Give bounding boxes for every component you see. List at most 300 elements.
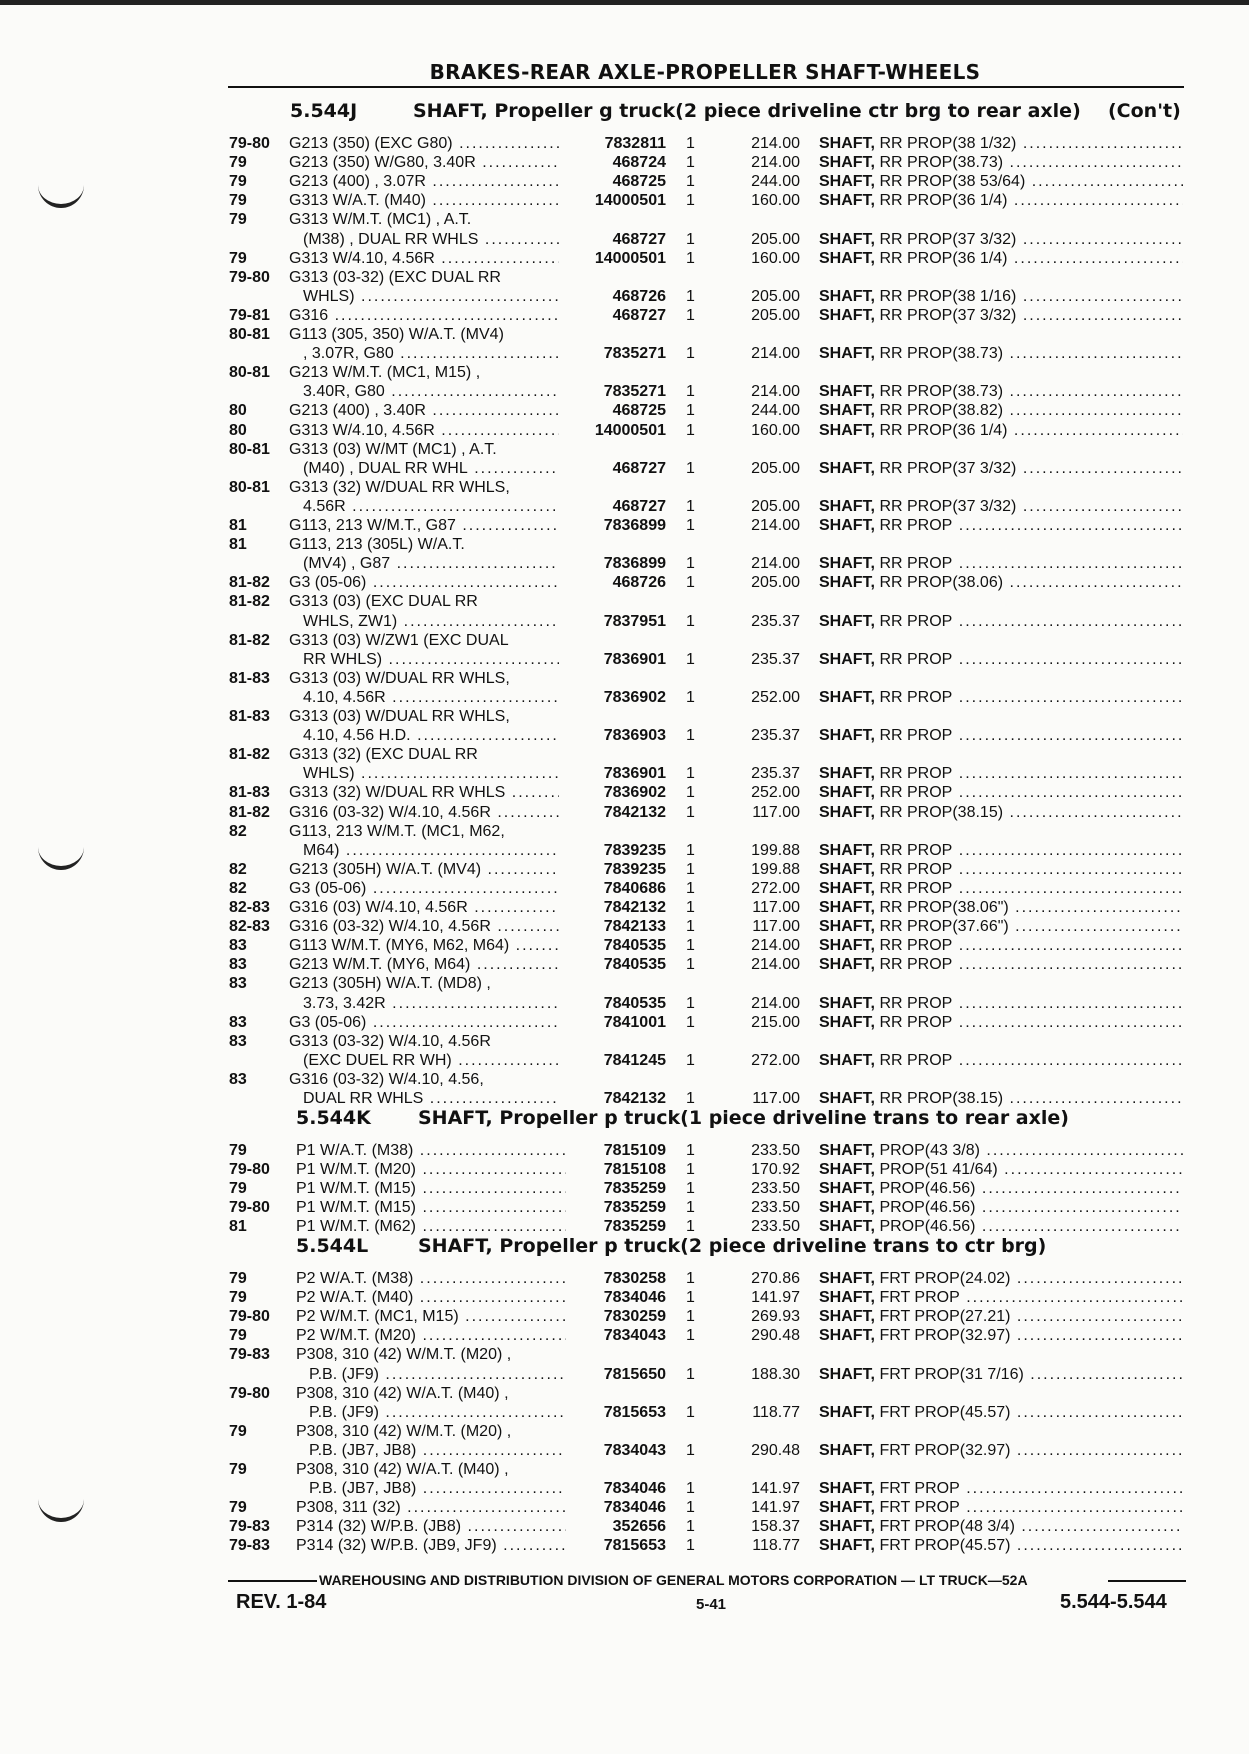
part-name-prefix: SHAFT,	[819, 421, 875, 439]
page-number: 5-41	[696, 1596, 727, 1613]
part-name-prefix: SHAFT,	[819, 1090, 875, 1107]
part-number: 7836902	[603, 784, 666, 802]
quantity: 1	[686, 1090, 695, 1107]
price: 214.00	[751, 517, 800, 534]
part-name-prefix: SHAFT,	[819, 937, 875, 955]
part-name: SHAFT, RR PROP(36 1/4) .....	[819, 249, 1183, 268]
quantity: 1	[686, 688, 695, 706]
application-description: G3 (05-06) .....	[289, 879, 559, 898]
part-name-prefix: SHAFT,	[819, 1499, 875, 1517]
quantity: 1	[686, 1013, 695, 1031]
application-description: P.B. (JB7, JB8) .....	[309, 1441, 565, 1460]
part-name-prefix: SHAFT,	[819, 688, 875, 706]
price: 141.97	[751, 1289, 800, 1307]
part-number: 7815109	[603, 1142, 666, 1159]
quantity: 1	[686, 383, 695, 401]
price: 214.00	[751, 154, 800, 172]
part-name: SHAFT, FRT PROP(45.57) .....	[819, 1403, 1183, 1422]
application-description: WHLS) .....	[303, 287, 559, 306]
model-year: 79-80	[229, 1199, 270, 1217]
quantity: 1	[686, 1518, 695, 1536]
application-description: P308, 310 (42) W/M.T. (M20) ,	[296, 1422, 512, 1440]
table-row	[0, 974, 1249, 993]
application-description: 4.10, 4.56 H.D. .....	[303, 726, 559, 745]
header-rule	[228, 86, 1184, 88]
part-name-prefix: SHAFT,	[819, 1270, 875, 1287]
model-year: 79-83	[229, 1518, 270, 1536]
price: 233.50	[751, 1142, 800, 1159]
application-description: , 3.07R, G80 .....	[303, 344, 559, 363]
part-name-prefix: SHAFT,	[819, 517, 875, 534]
model-year: 79	[229, 211, 247, 229]
application-description: P2 W/M.T. (MC1, M15) .....	[296, 1307, 566, 1326]
model-year: 79	[229, 173, 247, 191]
part-name: SHAFT, FRT PROP(45.57) .....	[819, 1536, 1183, 1555]
table-row	[0, 497, 1249, 516]
application-description: G316 (03) W/4.10, 4.56R .....	[289, 898, 559, 917]
application-description: WHLS) .....	[303, 764, 559, 783]
part-number: 468726	[612, 574, 666, 592]
table-row	[0, 1013, 1249, 1032]
part-name-prefix: SHAFT,	[819, 230, 875, 248]
part-name-prefix: SHAFT,	[819, 784, 875, 802]
price: 117.00	[752, 918, 800, 936]
application-description: G313 W/4.10, 4.56R .....	[289, 249, 559, 268]
part-name-prefix: SHAFT,	[819, 765, 875, 783]
table-row	[0, 344, 1249, 363]
table-row	[0, 1179, 1249, 1198]
model-year: 82	[229, 822, 247, 840]
model-year: 82	[229, 879, 247, 897]
part-number: 7834046	[603, 1289, 666, 1307]
price: 252.00	[751, 784, 800, 802]
part-name-prefix: SHAFT,	[819, 135, 875, 152]
section-title: SHAFT, Propeller p truck(2 piece driveline trans to ctr brg)	[418, 1235, 1047, 1257]
part-name: SHAFT, RR PROP(38.73) .....	[819, 344, 1183, 363]
application-description: G113, 213 W/M.T. (MC1, M62,	[289, 822, 505, 840]
application-description: P308, 310 (42) W/A.T. (M40) ,	[296, 1384, 509, 1402]
part-name: SHAFT, PROP(46.56) .....	[819, 1217, 1183, 1236]
part-name-prefix: SHAFT,	[819, 899, 875, 916]
application-description: G313 (03-32) (EXC DUAL RR	[289, 268, 501, 286]
section-code: 5.544L	[296, 1235, 369, 1257]
table-row	[0, 1032, 1249, 1051]
model-year: 81-82	[229, 574, 270, 592]
price: 117.00	[752, 899, 800, 916]
quantity: 1	[686, 574, 695, 592]
part-name-prefix: SHAFT,	[819, 1441, 875, 1459]
table-row	[0, 153, 1249, 172]
part-name-prefix: SHAFT,	[819, 345, 875, 363]
model-year: 82-83	[229, 918, 270, 936]
model-year: 79	[229, 1180, 247, 1198]
part-number: 7815650	[603, 1365, 666, 1383]
application-description: (EXC DUEL RR WH) .....	[303, 1051, 559, 1070]
application-description: 4.56R .....	[303, 497, 559, 516]
part-number: 7835259	[603, 1180, 666, 1198]
section-code: 5.544J	[290, 100, 358, 122]
part-name-prefix: SHAFT,	[819, 306, 875, 324]
model-year: 80-81	[229, 478, 270, 496]
part-number: 468724	[612, 154, 666, 172]
part-name-prefix: SHAFT,	[819, 173, 875, 191]
price: 272.00	[751, 1051, 800, 1069]
application-description: P2 W/M.T. (M20) .....	[296, 1326, 566, 1345]
table-row	[0, 688, 1249, 707]
price: 215.00	[751, 1013, 800, 1031]
table-row	[0, 1288, 1249, 1307]
part-number: 7835271	[603, 383, 666, 401]
part-name: SHAFT, RR PROP(38.82) .....	[819, 401, 1183, 420]
price: 233.50	[751, 1199, 800, 1217]
application-description: M64) .....	[303, 841, 559, 860]
part-name: SHAFT, FRT PROP .....	[819, 1498, 1183, 1517]
model-year: 79-80	[229, 1308, 270, 1326]
application-description: P2 W/A.T. (M40) .....	[296, 1288, 566, 1307]
part-number: 7840535	[603, 937, 666, 955]
model-year: 81-82	[229, 803, 270, 821]
application-description: G313 (03) W/MT (MC1) , A.T.	[289, 440, 497, 458]
application-description: P308, 310 (42) W/M.T. (M20) ,	[296, 1346, 512, 1364]
quantity: 1	[686, 860, 695, 878]
section-code: 5.544K	[296, 1107, 371, 1129]
part-number: 7815653	[603, 1403, 666, 1421]
quantity: 1	[686, 1441, 695, 1459]
quantity: 1	[686, 1051, 695, 1069]
part-name: SHAFT, RR PROP(38 53/64) .....	[819, 172, 1183, 191]
table-row	[0, 669, 1249, 688]
quantity: 1	[686, 497, 695, 515]
table-row	[0, 1089, 1249, 1108]
table-row	[0, 268, 1249, 287]
part-number: 7835271	[603, 345, 666, 363]
part-name-prefix: SHAFT,	[819, 918, 875, 936]
quantity: 1	[686, 249, 695, 267]
model-year: 79-83	[229, 1537, 270, 1555]
application-description: 3.40R, G80 .....	[303, 382, 559, 401]
application-description: G313 (32) W/DUAL RR WHLS .....	[289, 783, 559, 802]
quantity: 1	[686, 784, 695, 802]
table-row	[0, 363, 1249, 382]
model-year: 79	[229, 1422, 247, 1440]
price: 199.88	[751, 860, 800, 878]
table-row	[0, 726, 1249, 745]
model-year: 79-80	[229, 1384, 270, 1402]
part-number: 7842132	[603, 1090, 666, 1107]
application-description: G213 W/M.T. (MC1, M15) ,	[289, 364, 481, 382]
price: 158.37	[751, 1518, 800, 1536]
part-name: SHAFT, RR PROP(38.06") .....	[819, 898, 1183, 917]
application-description: WHLS, ZW1) .....	[303, 612, 559, 631]
price: 235.37	[751, 727, 800, 745]
part-name: SHAFT, RR PROP(38.06) .....	[819, 573, 1183, 592]
model-year: 81-83	[229, 669, 270, 687]
part-number: 7842132	[603, 803, 666, 821]
price: 252.00	[751, 688, 800, 706]
part-name: SHAFT, FRT PROP(24.02) .....	[819, 1269, 1183, 1288]
quantity: 1	[686, 1403, 695, 1421]
quantity: 1	[686, 1308, 695, 1326]
part-name-prefix: SHAFT,	[819, 192, 875, 210]
application-description: G213 W/M.T. (MY6, M64) .....	[289, 955, 559, 974]
part-number: 7830258	[603, 1270, 666, 1287]
part-name: SHAFT, RR PROP .....	[819, 554, 1183, 573]
table-row	[0, 1217, 1249, 1236]
table-row	[0, 1326, 1249, 1345]
quantity: 1	[686, 1180, 695, 1198]
price: 235.37	[751, 765, 800, 783]
table-row	[0, 1269, 1249, 1288]
table-row	[0, 1198, 1249, 1217]
part-name-prefix: SHAFT,	[819, 497, 875, 515]
top-edge-bar	[0, 0, 1249, 5]
quantity: 1	[686, 1161, 695, 1179]
part-number: 14000501	[594, 192, 666, 210]
price: 214.00	[751, 383, 800, 401]
model-year: 79	[229, 1327, 247, 1345]
table-row	[0, 994, 1249, 1013]
quantity: 1	[686, 1327, 695, 1345]
part-number: 468725	[612, 402, 666, 420]
part-name: SHAFT, RR PROP .....	[819, 783, 1183, 802]
quantity: 1	[686, 135, 695, 152]
part-number: 468726	[612, 287, 666, 305]
part-name: SHAFT, FRT PROP .....	[819, 1288, 1183, 1307]
table-row	[0, 1498, 1249, 1517]
quantity: 1	[686, 459, 695, 477]
price: 214.00	[751, 956, 800, 974]
part-name: SHAFT, RR PROP(37 3/32) .....	[819, 230, 1183, 249]
model-year: 79-80	[229, 1161, 270, 1179]
application-description: G313 (03-32) W/4.10, 4.56R	[289, 1032, 491, 1050]
model-year: 83	[229, 1032, 247, 1050]
part-number: 7835259	[603, 1218, 666, 1236]
part-name: SHAFT, RR PROP .....	[819, 650, 1183, 669]
quantity: 1	[686, 1289, 695, 1307]
quantity: 1	[686, 154, 695, 172]
table-row	[0, 440, 1249, 459]
table-row	[0, 249, 1249, 268]
table-row	[0, 860, 1249, 879]
table-row	[0, 631, 1249, 650]
quantity: 1	[686, 879, 695, 897]
application-description: G313 (03) W/DUAL RR WHLS,	[289, 708, 510, 725]
part-number: 7815108	[603, 1161, 666, 1179]
table-row	[0, 1365, 1249, 1384]
part-name-prefix: SHAFT,	[819, 574, 875, 592]
table-row	[0, 1051, 1249, 1070]
part-name-prefix: SHAFT,	[819, 994, 875, 1012]
price: 188.30	[751, 1365, 800, 1383]
table-row	[0, 1345, 1249, 1364]
price: 141.97	[751, 1499, 800, 1517]
price: 290.48	[751, 1327, 800, 1345]
application-description: G213 (400) , 3.07R .....	[289, 172, 559, 191]
price: 205.00	[751, 230, 800, 248]
part-name: SHAFT, RR PROP(38 1/16) .....	[819, 287, 1183, 306]
model-year: 81-83	[229, 784, 270, 802]
table-row	[0, 401, 1249, 420]
section-title: SHAFT, Propeller g truck(2 piece driveline ctr brg to rear axle)	[413, 100, 1081, 122]
model-year: 79-80	[229, 135, 270, 152]
model-year: 83	[229, 1070, 247, 1088]
part-number: 7836901	[603, 650, 666, 668]
table-row	[0, 1384, 1249, 1403]
application-description: G313 W/A.T. (M40) .....	[289, 191, 559, 210]
part-name-prefix: SHAFT,	[819, 1480, 875, 1498]
part-name-prefix: SHAFT,	[819, 459, 875, 477]
table-row	[0, 554, 1249, 573]
part-name: SHAFT, PROP(51 41/64) .....	[819, 1160, 1183, 1179]
part-number: 352656	[612, 1518, 666, 1536]
part-number: 7830259	[603, 1308, 666, 1326]
price: 214.00	[751, 135, 800, 152]
application-description: G113 (305, 350) W/A.T. (MV4)	[289, 326, 504, 343]
quantity: 1	[686, 841, 695, 859]
part-name: SHAFT, RR PROP .....	[819, 994, 1183, 1013]
quantity: 1	[686, 650, 695, 668]
part-name-prefix: SHAFT,	[819, 1180, 875, 1198]
page-header: BRAKES-REAR AXLE-PROPELLER SHAFT-WHEELS	[429, 60, 981, 84]
price: 214.00	[751, 937, 800, 955]
part-number: 7841245	[603, 1051, 666, 1069]
quantity: 1	[686, 1499, 695, 1517]
part-number: 7836901	[603, 765, 666, 783]
price: 214.00	[751, 994, 800, 1012]
application-description: G313 (03) W/ZW1 (EXC DUAL	[289, 631, 509, 649]
part-name: SHAFT, RR PROP .....	[819, 688, 1183, 707]
part-number: 7842132	[603, 899, 666, 916]
part-name-prefix: SHAFT,	[819, 287, 875, 305]
part-number: 7832811	[604, 135, 666, 152]
price: 199.88	[751, 841, 800, 859]
price: 160.00	[751, 192, 800, 210]
part-number: 7839235	[603, 841, 666, 859]
application-description: P.B. (JF9) .....	[309, 1403, 565, 1422]
model-year: 80	[229, 421, 247, 439]
part-name: SHAFT, RR PROP(38.15) .....	[819, 803, 1183, 822]
model-year: 79-83	[229, 1346, 270, 1364]
table-row	[0, 1070, 1249, 1089]
table-row	[0, 459, 1249, 478]
application-description: 4.10, 4.56R .....	[303, 688, 559, 707]
part-name: SHAFT, RR PROP .....	[819, 1051, 1183, 1070]
application-description: P1 W/M.T. (M15) .....	[296, 1198, 566, 1217]
price: 244.00	[751, 402, 800, 420]
part-name: SHAFT, FRT PROP(32.97) .....	[819, 1326, 1183, 1345]
part-number: 468727	[612, 459, 666, 477]
application-description: (M40) , DUAL RR WHL .....	[303, 459, 559, 478]
table-row	[0, 191, 1249, 210]
application-description: P.B. (JF9) .....	[309, 1365, 565, 1384]
model-year: 83	[229, 1013, 247, 1031]
part-name-prefix: SHAFT,	[819, 383, 875, 401]
part-number: 7834043	[603, 1441, 666, 1459]
section-range: 5.544-5.544	[1060, 1591, 1167, 1613]
part-name: SHAFT, RR PROP .....	[819, 879, 1183, 898]
part-name-prefix: SHAFT,	[819, 1013, 875, 1031]
application-description: P308, 311 (32) .....	[296, 1498, 566, 1517]
part-name: SHAFT, RR PROP .....	[819, 764, 1183, 783]
application-description: G213 (350) W/G80, 3.40R .....	[289, 153, 559, 172]
part-name: SHAFT, RR PROP .....	[819, 1013, 1183, 1032]
table-row	[0, 230, 1249, 249]
part-number: 14000501	[594, 249, 666, 267]
model-year: 83	[229, 937, 247, 955]
quantity: 1	[686, 918, 695, 936]
part-name: SHAFT, RR PROP(38.15) .....	[819, 1089, 1183, 1108]
table-row	[0, 287, 1249, 306]
table-row	[0, 650, 1249, 669]
table-row	[0, 745, 1249, 764]
part-name-prefix: SHAFT,	[819, 1289, 875, 1307]
application-description: G3 (05-06) .....	[289, 1013, 559, 1032]
table-row	[0, 134, 1249, 153]
model-year: 79	[229, 249, 247, 267]
price: 205.00	[751, 497, 800, 515]
price: 205.00	[751, 459, 800, 477]
quantity: 1	[686, 612, 695, 630]
part-name-prefix: SHAFT,	[819, 1537, 875, 1555]
table-row	[0, 172, 1249, 191]
table-row	[0, 1160, 1249, 1179]
part-name: SHAFT, RR PROP(38 1/32) .....	[819, 134, 1183, 153]
model-year: 79-81	[229, 306, 270, 324]
part-name: SHAFT, FRT PROP(32.97) .....	[819, 1441, 1183, 1460]
table-row	[0, 382, 1249, 401]
part-number: 7835259	[603, 1199, 666, 1217]
application-description: P.B. (JB7, JB8) .....	[309, 1479, 565, 1498]
application-description: DUAL RR WHLS .....	[303, 1089, 559, 1108]
model-year: 81	[229, 517, 247, 534]
price: 170.92	[751, 1161, 800, 1179]
quantity: 1	[686, 937, 695, 955]
part-number: 7837951	[603, 612, 666, 630]
model-year: 83	[229, 956, 247, 974]
model-year: 81	[229, 1218, 247, 1236]
section-title: SHAFT, Propeller p truck(1 piece driveline trans to rear axle)	[418, 1107, 1069, 1129]
model-year: 80-81	[229, 364, 270, 382]
application-description: G113, 213 W/M.T., G87 .....	[289, 516, 559, 535]
model-year: 79	[229, 1270, 247, 1287]
model-year: 79	[229, 154, 247, 172]
application-description: G213 (305H) W/A.T. (MD8) ,	[289, 975, 491, 993]
price: 117.00	[752, 1090, 800, 1107]
application-description: G316 (03-32) W/4.10, 4.56R .....	[289, 917, 559, 936]
part-number: 468727	[612, 306, 666, 324]
price: 141.97	[751, 1480, 800, 1498]
model-year: 79	[229, 1461, 247, 1478]
part-name-prefix: SHAFT,	[819, 841, 875, 859]
model-year: 81-82	[229, 631, 270, 649]
part-number: 468725	[612, 173, 666, 191]
application-description: P1 W/A.T. (M38) .....	[296, 1141, 566, 1160]
part-name-prefix: SHAFT,	[819, 650, 875, 668]
price: 214.00	[751, 555, 800, 573]
part-number: 7839235	[603, 860, 666, 878]
part-name-prefix: SHAFT,	[819, 1365, 875, 1383]
application-description: (MV4) , G87 .....	[303, 554, 559, 573]
quantity: 1	[686, 1537, 695, 1555]
application-description: P1 W/M.T. (M15) .....	[296, 1179, 566, 1198]
application-description: G213 (305H) W/A.T. (MV4) .....	[289, 860, 559, 879]
price: 272.00	[751, 879, 800, 897]
application-description: P2 W/A.T. (M38) .....	[296, 1269, 566, 1288]
part-name: SHAFT, FRT PROP(48 3/4) .....	[819, 1517, 1183, 1536]
quantity: 1	[686, 956, 695, 974]
table-row	[0, 573, 1249, 592]
part-number: 7840535	[603, 994, 666, 1012]
